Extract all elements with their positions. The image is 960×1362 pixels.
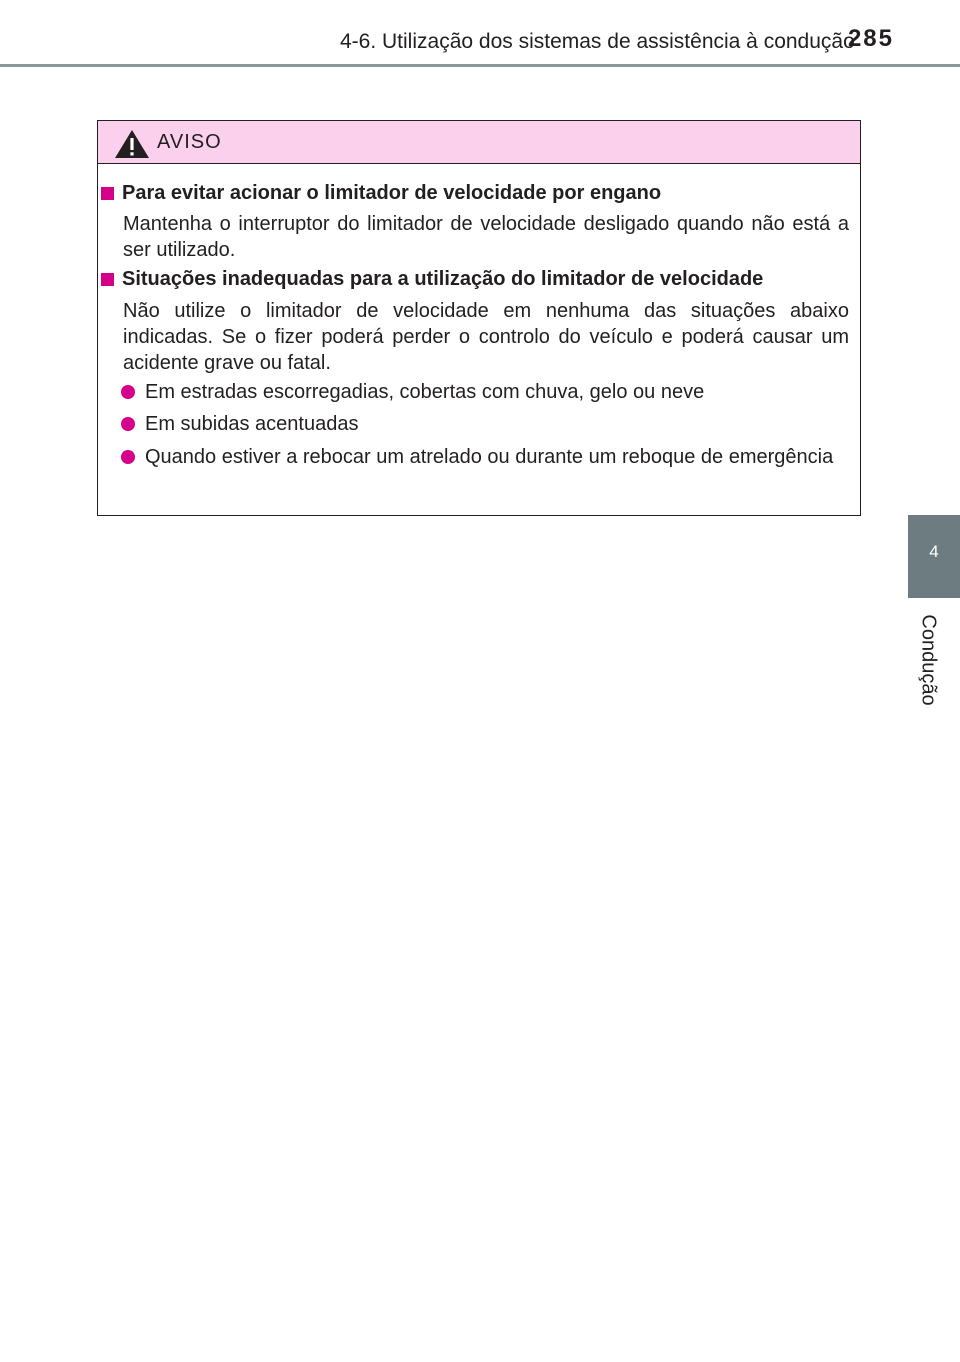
square-bullet-icon (101, 187, 114, 200)
chapter-label: Condução (917, 614, 940, 706)
chapter-label-container (898, 605, 958, 715)
section-heading-text: Situações inadequadas para a utilização do limitador de velocidade (122, 268, 764, 290)
warning-label: AVISO (157, 131, 222, 153)
section-heading-text: Para evitar acionar o limitador de velocidade por engano (122, 182, 662, 204)
warning-header (98, 121, 860, 164)
warning-triangle-icon (114, 129, 150, 159)
section-paragraph: Mantenha o interruptor do limitador de velocidade desligado quando não está a ser utilizado. (123, 213, 849, 261)
chapter-tab (908, 515, 960, 598)
list-item-text: Quando estiver a rebocar um atrelado ou durante um reboque de emergência (145, 446, 834, 468)
section-title: 4-6. Utilização dos sistemas de assistência à condução (340, 30, 855, 53)
chapter-number: 4 (929, 542, 939, 561)
list-item-text: Em estradas escorregadias, cobertas com chuva, gelo ou neve (145, 381, 705, 403)
square-bullet-icon (101, 273, 114, 286)
warning-body (98, 165, 860, 515)
warning-box (97, 120, 861, 516)
list-item-text: Em subidas acentuadas (145, 413, 359, 435)
section-paragraph: Não utilize o limitador de velocidade em nenhuma das situações abaixo indicadas. Se o fizer poderá perder o controlo do veículo e poderá causar um acidente grave ou fatal. (123, 300, 849, 374)
page-number: 285 (847, 25, 894, 52)
circle-bullet-icon (121, 417, 135, 431)
header-divider (0, 64, 960, 67)
circle-bullet-icon (121, 450, 135, 464)
circle-bullet-icon (121, 385, 135, 399)
